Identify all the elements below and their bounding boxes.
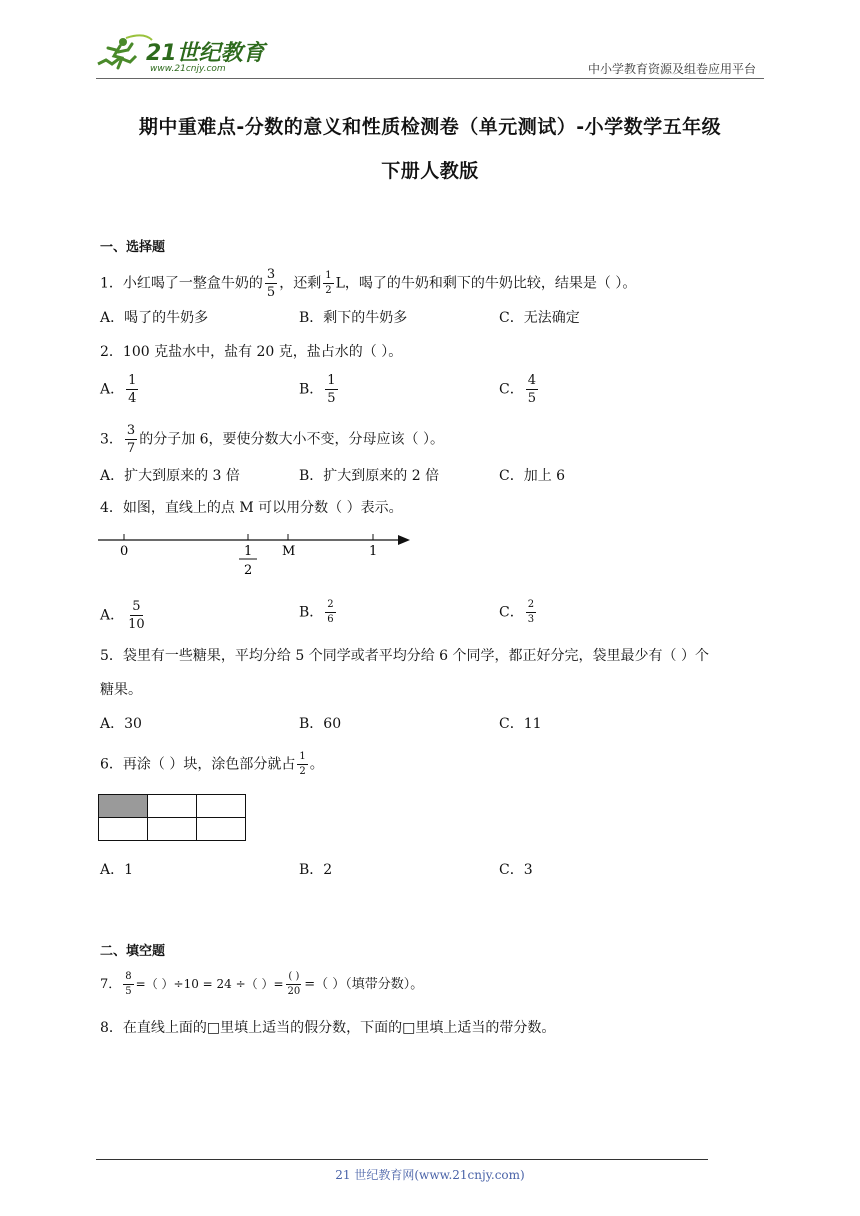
q4-option-a: A． $\frac{5}{10}$ [100, 599, 145, 632]
page-title: 期中重难点-分数的意义和性质检测卷（单元测试）-小学数学五年级 [138, 116, 722, 138]
platform-name: 中小学教育资源及组卷应用平台 [587, 62, 756, 76]
q1-option-c: C．无法确定 [499, 310, 580, 326]
q3-option-a: A．扩大到原来的 3 倍 [100, 468, 240, 484]
question-2: 2．100 克盐水中，盐有 20 克，盐占水的（ ）。 [100, 344, 403, 360]
grid-cell [99, 818, 148, 841]
grid-cell [148, 795, 197, 818]
question-6: 6．再涂（ ）块，涂色部分就占 $\frac{1}{2}$ 。 [100, 751, 324, 777]
q3-option-c: C．加上 6 [499, 468, 566, 484]
question-3: 3． $\frac{3}{7}$ 的分子加 6，要使分数大小不变，分母应该（ ）。 [100, 423, 445, 456]
grid-cell [197, 818, 246, 841]
question-1: 1．小红喝了一整盒牛奶的 $\frac{3}{5}$ ，还剩 $\frac{1}{2}$ L，喝了的牛奶和剩下的牛奶比较，结果是（ ）。 [100, 267, 637, 300]
tick-label-half-den: 2 [244, 563, 253, 578]
header-divider [96, 78, 764, 79]
question-4: 4．如图，直线上的点 M 可以用分数（ ）表示。 [100, 500, 403, 516]
q2-option-c: C． $\frac{4}{5}$ [499, 373, 536, 406]
footer-divider [96, 1159, 708, 1160]
number-line [96, 528, 416, 580]
q3-option-b: B．扩大到原来的 2 倍 [299, 468, 440, 484]
q4-option-c: C． $\frac{2}{3}$ [499, 599, 535, 625]
grid-cell [197, 795, 246, 818]
section-heading-choice: 一、选择题 [100, 240, 166, 255]
tick-label-m: M [282, 544, 296, 559]
footer-text: 21 世纪教育网(www.21cnjy.com) [335, 1168, 525, 1182]
q5-option-c: C．11 [499, 716, 542, 732]
tick-label-half-num: 1 [244, 544, 253, 559]
q4-option-b: B． $\frac{2}{6}$ [299, 599, 334, 625]
section-heading-fill: 二、填空题 [100, 944, 166, 959]
q1-option-b: B．剩下的牛奶多 [299, 310, 408, 326]
logo-text: 21世纪教育 [146, 41, 265, 66]
q5-option-a: A．30 [100, 716, 142, 732]
logo-url: www.21cnjy.com [150, 64, 226, 74]
q6-option-b: B．2 [299, 862, 333, 878]
q2-option-a: A． $\frac{1}{4}$ [100, 373, 137, 406]
grid-cell-shaded [99, 795, 148, 818]
question-7: 7． $\frac{8}{5}$ =（ ）÷10 = 24 ÷（ ）= $\frac{( )}{20}$ =（ ）（填带分数）。 [100, 971, 424, 997]
question-5: 5．袋里有一些糖果，平均分给 5 个同学或者平均分给 6 个同学，都正好分完，袋里最少有（ ）个 [100, 648, 709, 664]
page-title-line2: 下册人教版 [381, 160, 479, 182]
q6-option-a: A．1 [100, 862, 134, 878]
grid-cell [148, 818, 197, 841]
q5-option-b: B．60 [299, 716, 342, 732]
shading-grid [98, 794, 246, 841]
q6-option-c: C．3 [499, 862, 533, 878]
question-5-cont: 糖果。 [100, 682, 142, 698]
tick-label-1: 1 [369, 544, 378, 559]
tick-label-0: 0 [120, 544, 129, 559]
q2-option-b: B． $\frac{1}{5}$ [299, 373, 336, 406]
question-8: 8．在直线上面的□里填上适当的假分数，下面的□里填上适当的带分数。 [100, 1020, 556, 1036]
q1-option-a: A．喝了的牛奶多 [100, 310, 209, 326]
